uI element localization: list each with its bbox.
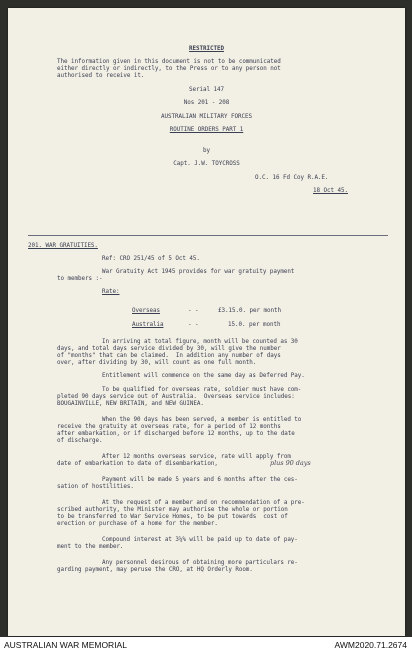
paragraph-4-line-3: after embarkation, or if discharged before 12 months, up to the date [57, 431, 295, 437]
archive-name: AUSTRALIAN WAR MEMORIAL [4, 640, 127, 650]
paragraph-5-line-2: date of embarkation to date of disembarkation, [57, 461, 218, 467]
paragraph-2-line-1: Entitlement will commence on the same day as Deferred Pay. [102, 373, 305, 379]
paragraph-6-line-2: sation of hostilities. [57, 484, 134, 490]
paragraph-8-line-2: ment to the member. [57, 544, 124, 550]
paragraph-1-line-3: of "months" that can be claimed. In addition any number of days [57, 353, 281, 359]
document-page [8, 8, 405, 636]
paragraph-6-line-1: Payment will be made 5 years and 6 months after the ces- [102, 477, 298, 483]
force-title: AUSTRALIAN MILITARY FORCES [161, 114, 252, 120]
paragraph-8-line-1: Compound interest at 3¼% will be paid up to date of pay- [102, 537, 298, 543]
paragraph-9-line-2: garding payment, may peruse the CRO, at HQ Orderly Room. [57, 567, 253, 573]
notice-line-3: authorised to receive it. [57, 73, 145, 79]
intro-line-2: to members :- [57, 276, 103, 282]
rate-place-australia: Australia [132, 322, 164, 328]
restricted-heading: RESTRICTED [189, 46, 224, 52]
paragraph-4-line-1: When the 90 days has been served, a member is entitled to [102, 417, 302, 423]
orders-title: ROUTINE ORDERS PART 1 [169, 127, 244, 133]
section-heading: 201. WAR GRATUITIES. [28, 243, 98, 249]
paragraph-3-line-3: BOUGAINVILLE, NEW BRITAIN, and NEW GUINEA. [57, 401, 204, 407]
archive-footer [0, 637, 412, 653]
rate-amount-overseas: £3.15.0. per month [218, 308, 281, 314]
paragraph-7-line-3: to be transferred to War Service Homes, to be put towards cost of [57, 514, 288, 520]
paragraph-1-line-4: over, after dividing by 30, will count as one full month. [57, 360, 257, 366]
paragraph-7-line-4: erection or purchase of a home for the member. [57, 521, 218, 527]
paragraph-3-line-2: pleted 90 days service out of Australia. Overseas service includes: [57, 394, 295, 400]
rate-place-overseas: Overseas [132, 308, 160, 314]
paragraph-3-line-1: To be qualified for overseas rate, soldier must have com- [102, 387, 302, 393]
handwritten-annotation: plus 90 days [270, 459, 311, 467]
paragraph-7-line-2: scribed authority, the Minister may authorise the whole or portion [57, 507, 288, 513]
order-date: 18 Oct 45. [313, 188, 348, 194]
by-line: by [203, 148, 210, 154]
paragraph-4-line-2: receive the gratuity at overseas rate, for a period of 12 months [57, 424, 281, 430]
intro-line-1: War Gratuity Act 1945 provides for war gratuity payment [102, 269, 295, 275]
separator-line [28, 235, 388, 236]
paragraph-9-line-1: Any personnel desirous of obtaining more particulars re- [102, 560, 298, 566]
archive-reference: AWM2020.71.2674 [334, 640, 407, 650]
paragraph-4-line-4: of discharge. [57, 438, 103, 444]
rate-dashes-australia: - - [188, 322, 199, 328]
rate-amount-australia: 15.0. per month [228, 322, 281, 328]
unit-name: O.C. 16 Fd Coy R.A.E. [255, 175, 329, 181]
reference-line: Ref: CRO 251/45 of 5 Oct 45. [102, 256, 200, 262]
serial-number: Serial 147 [189, 87, 224, 93]
paragraph-5-line-1: After 12 months overseas service, rate will apply from [102, 454, 291, 460]
notice-line-1: The information given in this document is not to be communicated [57, 59, 281, 65]
paragraph-7-line-1: At the request of a member and on recommendation of a pre- [102, 500, 305, 506]
paragraph-1-line-1: In arriving at total figure, month will be counted as 30 [102, 339, 298, 345]
order-numbers: Nos 201 - 208 [183, 100, 230, 106]
rate-dashes-overseas: - - [188, 308, 199, 314]
officer-name: Capt. J.W. TOYCROSS [173, 161, 240, 167]
rate-label: Rate: [102, 289, 120, 295]
paragraph-1-line-2: days, and total days service divided by 30, will give the number [57, 346, 281, 352]
notice-line-2: either directly or indirectly, to the Press or to any person not [57, 66, 281, 72]
